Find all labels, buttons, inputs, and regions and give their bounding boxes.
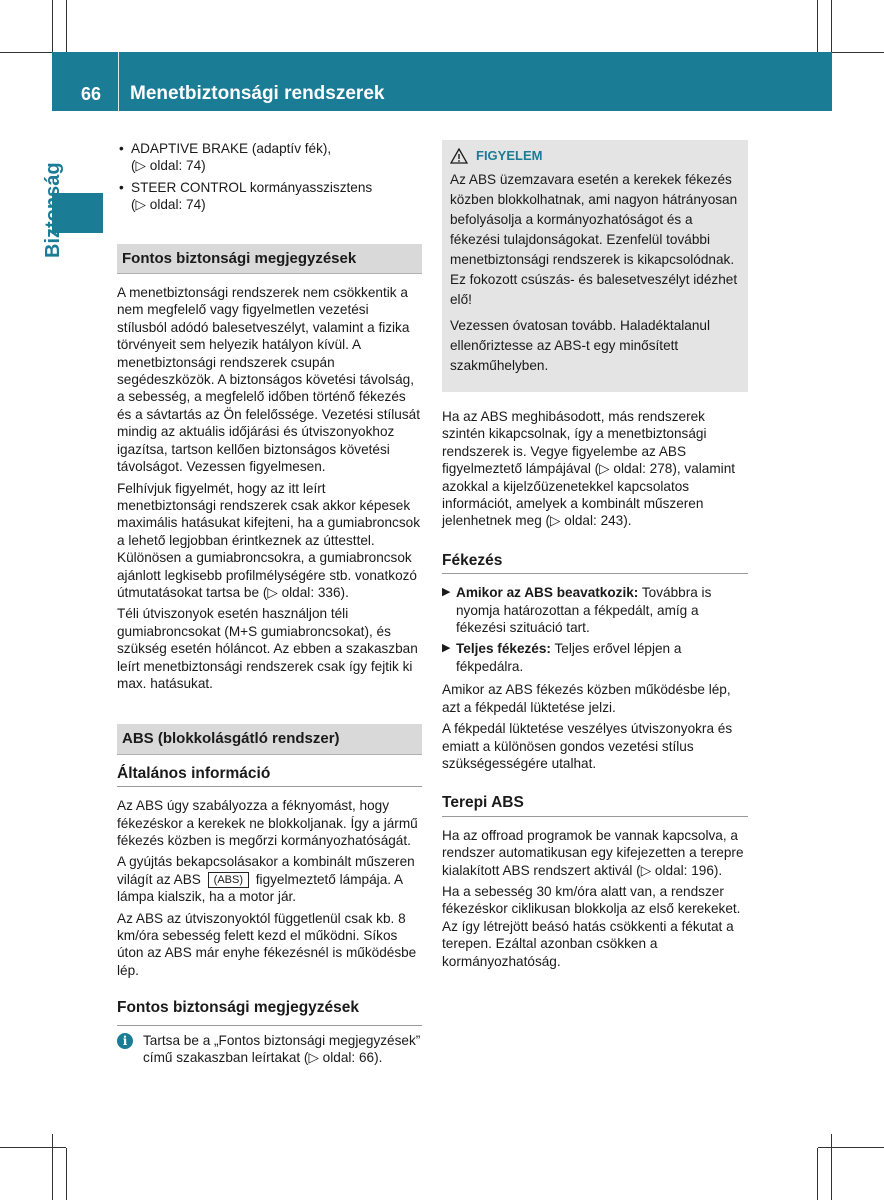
page-number: 66 bbox=[81, 84, 102, 104]
crop-mark bbox=[817, 1148, 818, 1200]
paragraph: Téli útviszonyok esetén használjon téli gumiabroncsokat (M+S gumiabroncsokat), és szükség esetén hóláncot. Az ebben a szakaszban leírt menetbiztonsági rendszerek csak így fejtik ki max. hatásukat. bbox=[117, 606, 418, 691]
item-label: Teljes fékezés: bbox=[456, 641, 551, 657]
abs-warning-lamp-icon: (ABS) bbox=[208, 872, 249, 888]
crop-mark bbox=[66, 1148, 67, 1200]
paragraph: Az ABS úgy szabályozza a féknyomást, hogy fékezéskor a kerekek ne blokkoljanak. Így a jármű fékezés közben is megőrzi kormányozhatóságát. bbox=[117, 798, 418, 848]
right-column bbox=[442, 140, 748, 974]
warning-title: FIGYELEM bbox=[476, 148, 543, 163]
subheading-notes: Fontos biztonsági megjegyzések bbox=[117, 999, 360, 1017]
subheading-general: Általános információ bbox=[117, 765, 422, 787]
paragraph: Vezessen óvatosan tovább. Haladéktalanul ellenőriztesse az ABS-t egy minősített szakműhelyben. bbox=[450, 318, 710, 373]
warning-box bbox=[442, 140, 748, 392]
header-divider bbox=[118, 52, 119, 111]
item-text: Teljes erővel lépjen a fékpedálra. bbox=[456, 641, 682, 674]
crop-mark bbox=[52, 1134, 53, 1200]
text-fragment: A gyújtás bekapcsolásakor a kombinált műszeren világít az ABS bbox=[117, 854, 415, 887]
section-heading-abs: ABS (blokkolásgátló rendszer) bbox=[117, 724, 422, 754]
paragraph: Ha az offroad programok be vannak kapcsolva, a rendszer automatikusan egy kifejezetten a terepre kialakított ABS rendszert aktivál (▷ oldal: 196). bbox=[442, 827, 744, 878]
paragraph: Felhívjuk figyelmét, hogy az itt leírt menetbiztonsági rendszerek csak akkor képesek maximális hatásukat kifejteni, ha a gumiabroncsok a lehető legjobban érintkeznek az úttesttel. Különösen a gumiabroncsokra, a gumiabroncsok ajánlott legkisebb profilmélységére stb. vonatkozó útmutatásokat tartsa be (▷ oldal: 336). bbox=[117, 480, 420, 600]
paragraph: Az ABS üzemzavara esetén a kerekek fékezés közben blokkolhatnak, ami nagyon hátrányosan befolyásolja a kormányozhatóságot és a fékezési tulajdonságokat. Ezenfelül további menetbiztonsági rendszerek is kikapcsolódnak. Ez fokozott csúszás- és balesetveszélyt idézhet elő! bbox=[450, 172, 738, 307]
section-heading-safety: Fontos biztonsági megjegyzések bbox=[117, 244, 422, 274]
arrow-icon: ▶ bbox=[442, 586, 451, 599]
info-icon: i bbox=[117, 1033, 133, 1049]
list-item bbox=[117, 140, 422, 175]
list-item bbox=[442, 640, 748, 675]
left-column bbox=[117, 140, 422, 1066]
paragraph: Ha a sebesség 30 km/óra alatt van, a rendszer fékezéskor ciklikusan blokkolja az első kerekeket. Az így létrejött beásó hatás csökkenti a fékutat a terepen. Ezáltal azonban csökken a kormányozhatóság. bbox=[442, 883, 741, 969]
list-item bbox=[442, 584, 748, 636]
paragraph: A menetbiztonsági rendszerek nem csökkentik a nem megfelelő vagy figyelmetlen vezetési stílusból adódó balesetveszélyt, valamint a fizika törvényeit sem helyezik hatályon kívül. A menetbiztonsági rendszerek csupán segédeszközök. A biztonságos követési távolság, a sebesség, a megfelelő időben történő fékezés és a sávtartás az Ön felelőssége. Vezetési stílusát mindig az aktuális időjárási és útviszonyokhoz igazítsa, tartson kellően biztonságos követési távolságot. Vezessen figyelmesen. bbox=[117, 285, 420, 475]
subheading-offroad: Terepi ABS bbox=[442, 794, 748, 816]
paragraph: Az ABS az útviszonyoktól függetlenül csak kb. 8 km/óra sebesség felett kezd el működni. Síkos úton az ABS már enyhe fékezésnél is működésbe lép. bbox=[117, 910, 417, 978]
crop-mark bbox=[831, 1134, 832, 1200]
paragraph: Ha az ABS meghibásodott, más rendszerek szintén kikapcsolnak, így a menetbiztonsági rendszerek is. Vegye figyelembe az ABS figyelmeztető lámpájával (▷ oldal: 278), valamint azokkal a kijelzőüzenetekkel kapcsolatos információt, amelyek a kombinált műszeren jelenhetnek meg (▷ oldal: 243). bbox=[442, 409, 736, 529]
item-label: Amikor az ABS beavatkozik: bbox=[456, 585, 639, 601]
item-text: Továbbra is nyomja határozottan a fékpedált, amíg a fékezési szituáció tart. bbox=[456, 585, 712, 636]
paragraph: Amikor az ABS fékezés közben működésbe lép, azt a fékpedál lüktetése jelzi. bbox=[442, 682, 731, 715]
warning-triangle-icon bbox=[450, 148, 468, 164]
bullet-text: ADAPTIVE BRAKE (adaptív fék), (▷ oldal: 74) bbox=[131, 141, 332, 174]
bullet-icon: • bbox=[119, 179, 124, 195]
bullet-list bbox=[117, 140, 422, 214]
warning-header bbox=[450, 146, 740, 166]
page-title: Menetbiztonsági rendszerek bbox=[130, 83, 385, 104]
subheading-braking: Fékezés bbox=[442, 552, 748, 574]
bullet-text: STEER CONTROL kormányasszisztens (▷ oldal: 74) bbox=[131, 179, 373, 213]
crop-mark bbox=[817, 0, 818, 52]
info-text: Tartsa be a „Fontos biztonsági megjegyzések” című szakaszban leírtakat (▷ oldal: 66). bbox=[143, 1032, 421, 1066]
text-fragment: figyelmeztető lámpája. A lámpa kialszik, ha a motor jár. bbox=[117, 871, 403, 905]
list-item bbox=[117, 179, 422, 214]
paragraph: A fékpedál lüktetése veszélyes útviszonyokra és emiatt a különösen gondos vezetési stílus szükségességére utalhat. bbox=[442, 721, 733, 771]
crop-mark bbox=[0, 1147, 66, 1148]
info-note bbox=[117, 1025, 422, 1067]
page-header bbox=[52, 52, 832, 111]
crop-mark bbox=[66, 0, 67, 52]
arrow-icon: ▶ bbox=[442, 642, 451, 655]
paragraph bbox=[117, 853, 422, 905]
bullet-icon: • bbox=[119, 141, 124, 156]
crop-mark bbox=[818, 1147, 884, 1148]
chapter-label: Biztonság bbox=[42, 162, 65, 258]
